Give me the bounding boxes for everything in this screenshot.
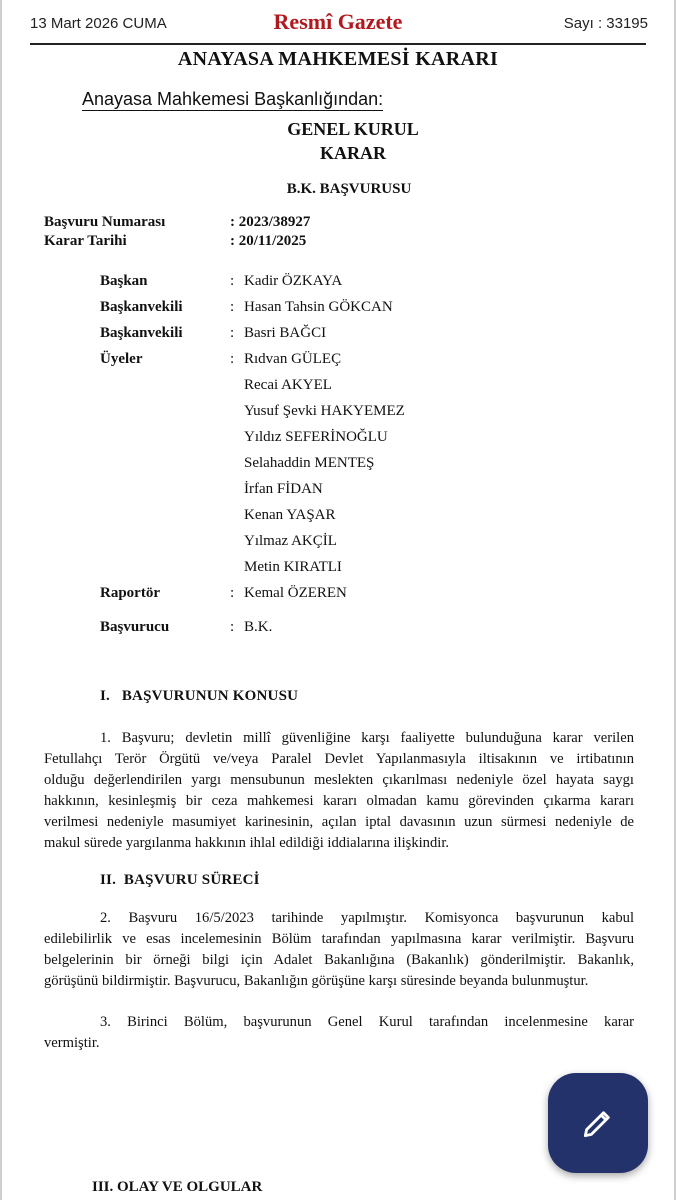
- panel-role: Başkanvekili: [100, 299, 183, 315]
- paragraph-line: 3. Birinci Bölüm, başvurunun Genel Kurul tarafından incelenmesine karar: [100, 1014, 634, 1030]
- panel-name: Basri BAĞCI: [244, 325, 327, 341]
- member-name: Yılmaz AKÇİL: [244, 533, 337, 549]
- paragraph-line: makul sürede yargılanma hakkının ihlal edildiği iddialarına ilişkindir.: [44, 835, 450, 851]
- panel-role: Başkanvekili: [100, 325, 183, 341]
- decision-label: KARAR: [320, 143, 386, 163]
- applicant-colon: :: [230, 619, 235, 635]
- paragraph-3: [44, 1012, 634, 1054]
- member-name: Selahaddin MENTEŞ: [244, 455, 375, 471]
- edit-button[interactable]: [548, 1073, 648, 1173]
- gazette-header: [0, 0, 676, 44]
- paragraph-line: görüşünü bildirmiştir. Başvurucu, Bakanlığın görüşüne karşı süresinde beyanda bulunmuştur.: [44, 973, 589, 989]
- panel-name: Hasan Tahsin GÖKCAN: [244, 299, 393, 315]
- panel-role: Üyeler: [100, 351, 143, 367]
- panel-colon: :: [230, 273, 235, 289]
- paragraph-line: Fetullahçı Terör Örgütü ve/veya Paralel Devlet Yapılanmasıyla iltisakının ve irtibatının: [44, 751, 634, 767]
- panel-colon: :: [230, 351, 235, 367]
- gazette-title: Resmî Gazete: [273, 9, 403, 34]
- issue-number: Sayı : 33195: [563, 15, 648, 32]
- meta-value: : 20/11/2025: [230, 233, 307, 249]
- rapporteur-colon: :: [230, 585, 235, 601]
- header-divider: [30, 43, 646, 45]
- meta-label: Karar Tarihi: [44, 233, 127, 249]
- meta-label: Başvuru Numarası: [44, 214, 166, 230]
- panel-role: Başkan: [100, 273, 148, 289]
- panel-colon: :: [230, 299, 235, 315]
- section-heading-subject: I. BAŞVURUNUN KONUSU: [100, 688, 299, 704]
- paragraph-line: vermiştir.: [44, 1035, 100, 1051]
- court-name: GENEL KURUL: [287, 119, 419, 139]
- member-name: Recai AKYEL: [244, 377, 332, 393]
- case-name: B.K. BAŞVURUSU: [286, 181, 412, 197]
- member-name: İrfan FİDAN: [244, 481, 323, 497]
- section-heading-process: II. BAŞVURU SÜRECİ: [100, 872, 260, 888]
- applicant-label: Başvurucu: [100, 619, 170, 635]
- applicant-name: B.K.: [244, 619, 273, 635]
- paragraph-line: verilmesi nedeniyle masumiyet karinesinin, açılan iptal davasının uzun sürmesi nedeniyle de: [44, 814, 634, 830]
- panel-colon: :: [230, 325, 235, 341]
- paragraph-line: edilebilirlik ve esas incelemesinin Bölüm tarafından yapılmasına karar verilmiştir. Başvuru: [44, 931, 634, 947]
- document-title: ANAYASA MAHKEMESİ KARARI: [177, 48, 499, 70]
- member-name: Yıldız SEFERİNOĞLU: [244, 429, 388, 445]
- member-name: Metin KIRATLI: [244, 559, 342, 575]
- paragraph-line: olduğu değerlendirilen yargı mensubunun meslekten çıkarılması nedeniyle özel hayata saygı: [44, 772, 634, 788]
- paragraph-line: 1. Başvuru; devletin millî güvenliğine karşı faaliyette bulunduğuna karar verilen: [100, 730, 634, 746]
- panel-name: Rıdvan GÜLEÇ: [244, 351, 342, 367]
- paragraph-2: [44, 908, 634, 992]
- paragraph-line: 2. Başvuru 16/5/2023 tarihinde yapılmıştır. Komisyonca başvurunun kabul: [100, 910, 634, 926]
- section-heading-facts: III. OLAY VE OLGULAR: [92, 1179, 263, 1195]
- meta-value: : 2023/38927: [230, 214, 311, 230]
- paragraph-1: [44, 728, 634, 854]
- pencil-icon: [579, 1104, 617, 1142]
- rapporteur-label: Raportör: [100, 585, 160, 601]
- presidency-line: Anayasa Mahkemesi Başkanlığından:: [82, 89, 384, 109]
- member-name: Yusuf Şevki HAKYEMEZ: [244, 403, 405, 419]
- paragraph-line: hakkının, kesinleşmiş bir ceza mahkemesi kararı olmadan kamu görevinden çıkarma kararı: [44, 793, 634, 809]
- rapporteur-name: Kemal ÖZEREN: [244, 585, 347, 601]
- panel-name: Kadir ÖZKAYA: [244, 273, 343, 289]
- member-name: Kenan YAŞAR: [244, 507, 336, 523]
- paragraph-line: belgelerinin bir örneği bilgi için Adalet Bakanlığına (Bakanlık) gönderilmiştir. Bakanlık,: [44, 952, 634, 968]
- header-date: 13 Mart 2026 CUMA: [30, 15, 167, 32]
